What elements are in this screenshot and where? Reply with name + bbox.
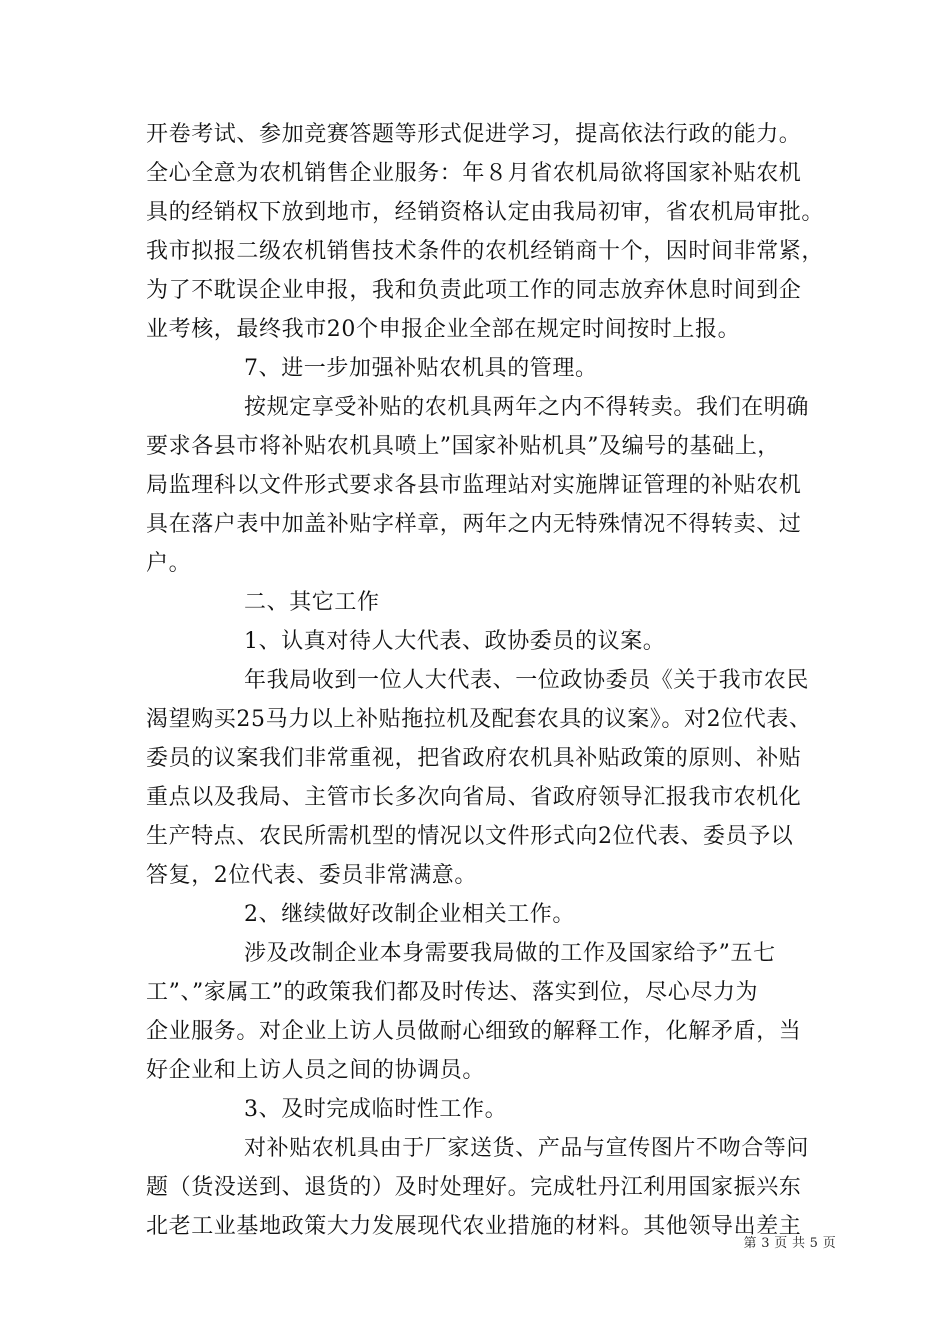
text-line: 重点以及我局、主管市长多次向省局、省政府领导汇报我市农机化: [146, 785, 802, 810]
text-line: 年我局收到一位人大代表、一位政协委员《关于我市农民: [244, 668, 810, 693]
text-line: 工”、”家属工”的政策我们都及时传达、落实到位，尽心尽力为: [146, 980, 759, 1005]
text-line: 答复，2位代表、委员非常满意。: [146, 863, 477, 888]
section-heading: 1、认真对待人大代表、政协委员的议案。: [244, 629, 666, 654]
text-line: 户。: [146, 551, 192, 576]
text-line: 全心全意为农机销售企业服务：年８月省农机局欲将国家补贴农机: [146, 161, 802, 186]
text-line: 好企业和上访人员之间的协调员。: [146, 1058, 486, 1083]
text-line: 局监理科以文件形式要求各县市监理站对实施牌证管理的补贴农机: [146, 473, 802, 498]
text-line: 委员的议案我们非常重视，把省政府农机具补贴政策的原则、补贴: [146, 746, 802, 771]
section-heading: 3、及时完成临时性工作。: [244, 1097, 508, 1122]
text-line: 题（货没送到、退货的）及时处理好。完成牡丹江利用国家振兴东: [146, 1175, 802, 1200]
text-line: 业考核，最终我市20个申报企业全部在规定时间按时上报。: [146, 317, 741, 342]
section-heading: 7、进一步加强补贴农机具的管理。: [244, 356, 598, 381]
text-line: 按规定享受补贴的农机具两年之内不得转卖。我们在明确: [244, 395, 810, 420]
text-line: 生产特点、农民所需机型的情况以文件形式向2位代表、委员予以: [146, 824, 794, 849]
text-line: 具在落户表中加盖补贴字样章，两年之内无特殊情况不得转卖、过: [146, 512, 802, 537]
text-line: 北老工业基地政策大力发展现代农业措施的材料。其他领导出差主: [146, 1214, 802, 1239]
text-line: 我市拟报二级农机销售技术条件的农机经销商十个，因时间非常紧，: [146, 239, 825, 264]
text-line: 渴望购买25马力以上补贴拖拉机及配套农具的议案》。对2位代表、: [146, 707, 812, 732]
section-heading: 二、其它工作: [244, 590, 380, 615]
page-number: 第 3 页 共 5 页: [743, 1236, 836, 1251]
text-line: 对补贴农机具由于厂家送货、产品与宣传图片不吻合等问: [244, 1136, 810, 1161]
text-line: 具的经销权下放到地市，经销资格认定由我局初审，省农机局审批。: [146, 200, 825, 225]
text-line: 要求各县市将补贴农机具喷上”国家补贴机具”及编号的基础上，: [146, 434, 780, 459]
text-line: 涉及改制企业本身需要我局做的工作及国家给予”五七: [244, 941, 776, 966]
text-line: 开卷考试、参加竞赛答题等形式促进学习，提高依法行政的能力。: [146, 122, 802, 147]
text-line: 企业服务。对企业上访人员做耐心细致的解释工作，化解矛盾，当: [146, 1019, 802, 1044]
section-heading: 2、继续做好改制企业相关工作。: [244, 902, 575, 927]
text-line: 为了不耽误企业申报，我和负责此项工作的同志放弃休息时间到企: [146, 278, 802, 303]
